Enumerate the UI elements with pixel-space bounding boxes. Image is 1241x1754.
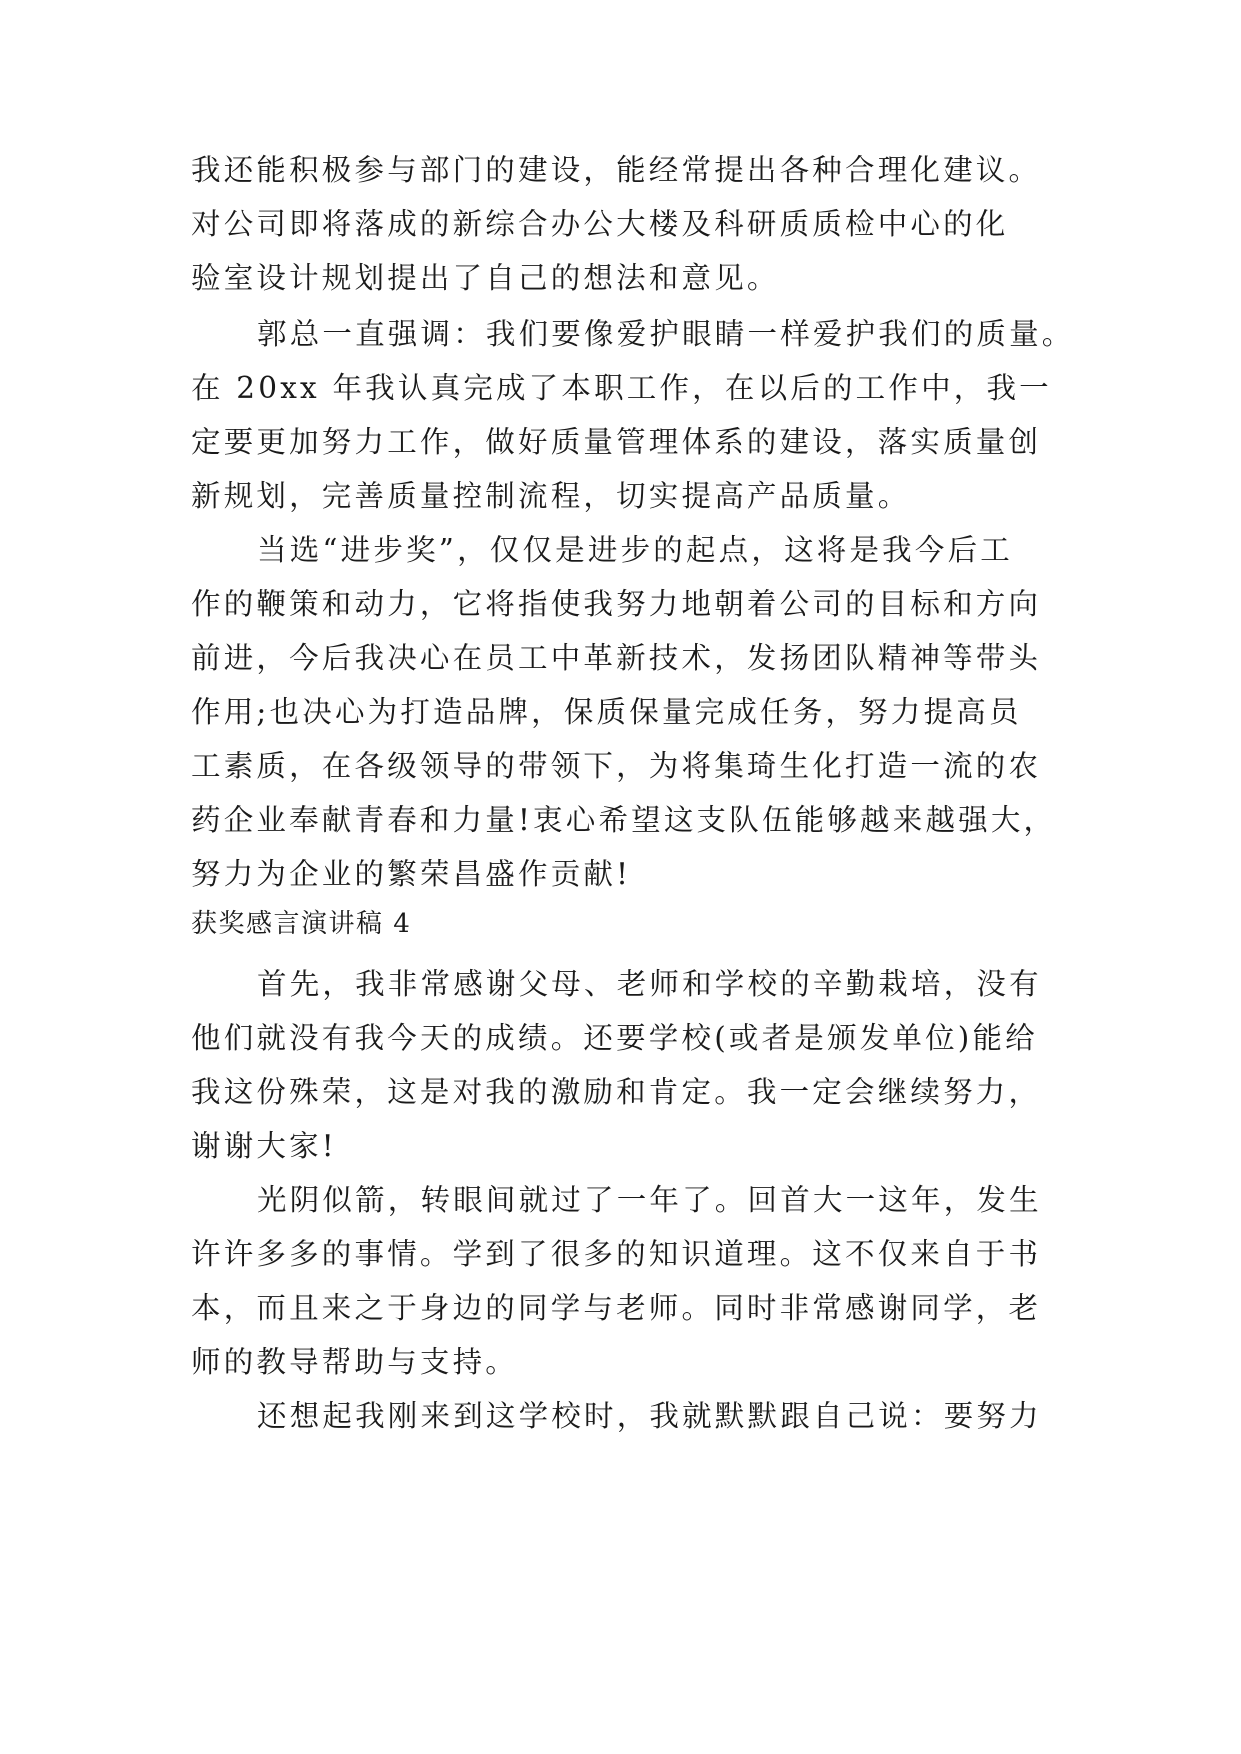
section-paragraph-2-line-2: 许许多多的事情。学到了很多的知识道理。这不仅来自于书: [191, 1237, 1042, 1271]
paragraph-3-line-3: 前进，今后我决心在员工中革新技术，发扬团队精神等带头: [191, 641, 1042, 675]
section-paragraph-1-line-2: 他们就没有我今天的成绩。还要学校(或者是颁发单位)能给: [191, 1021, 1038, 1055]
paragraph-3-line-4: 作用;也决心为打造品牌，保质保量完成任务，努力提高员: [191, 695, 1022, 729]
paragraph-2-line-1: 郭总一直强调：我们要像爱护眼睛一样爱护我们的质量。: [257, 317, 1075, 351]
paragraph-1-line-1: 我还能积极参与部门的建设，能经常提出各种合理化建议。: [191, 153, 1042, 187]
section-paragraph-2-line-1: 光阴似箭，转眼间就过了一年了。回首大一这年，发生: [257, 1183, 1042, 1217]
paragraph-1-line-2: 对公司即将落成的新综合办公大楼及科研质质检中心的化: [191, 207, 1009, 241]
section-paragraph-2-line-3: 本，而且来之于身边的同学与老师。同时非常感谢同学，老: [191, 1291, 1042, 1325]
section-paragraph-1-line-1: 首先，我非常感谢父母、老师和学校的辛勤栽培，没有: [257, 967, 1042, 1001]
paragraph-3-line-2: 作的鞭策和动力，它将指使我努力地朝着公司的目标和方向: [191, 587, 1042, 621]
paragraph-1-line-3: 验室设计规划提出了自己的想法和意见。: [191, 261, 780, 295]
section-paragraph-1-line-4: 谢谢大家!: [191, 1129, 337, 1163]
paragraph-3-line-6: 药企业奉献青春和力量!衷心希望这支队伍能够越来越强大，: [191, 803, 1057, 837]
paragraph-3-line-5: 工素质，在各级领导的带领下，为将集琦生化打造一流的农: [191, 749, 1042, 783]
section-paragraph-2-line-4: 师的教导帮助与支持。: [191, 1345, 519, 1379]
section-title: 获奖感言演讲稿 4: [191, 909, 412, 939]
section-paragraph-1-line-3: 我这份殊荣，这是对我的激励和肯定。我一定会继续努力，: [191, 1075, 1042, 1109]
paragraph-3-line-7: 努力为企业的繁荣昌盛作贡献!: [191, 857, 632, 891]
paragraph-3-line-1: 当选“进步奖”，仅仅是进步的起点，这将是我今后工: [257, 533, 1013, 567]
paragraph-2-line-2: 在 20xx 年我认真完成了本职工作，在以后的工作中，我一: [191, 371, 1052, 405]
paragraph-2-line-3: 定要更加努力工作，做好质量管理体系的建设，落实质量创: [191, 425, 1042, 459]
section-paragraph-3-line-1: 还想起我刚来到这学校时，我就默默跟自己说：要努力: [257, 1399, 1042, 1433]
paragraph-2-line-4: 新规划，完善质量控制流程，切实提高产品质量。: [191, 479, 911, 513]
